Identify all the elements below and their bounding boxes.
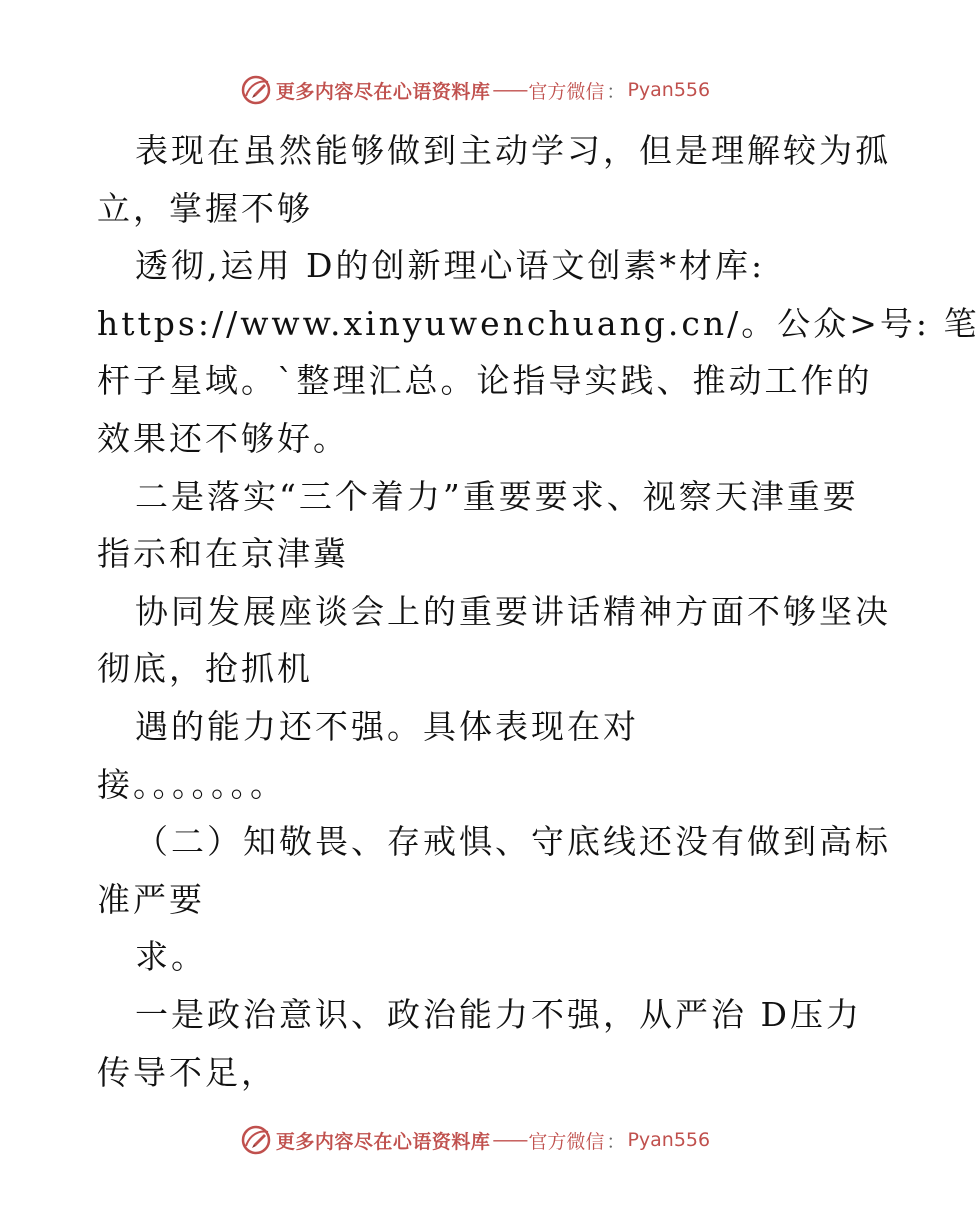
body-line: 遇的能力还不强。具体表现在对 — [135, 706, 639, 746]
body-line: 求。 — [135, 937, 207, 977]
document-body — [97, 122, 980, 1101]
footer-brand: 更多内容尽在心语资料库 — [275, 1130, 491, 1153]
header-separator: ： — [606, 80, 626, 103]
footer-separator: ： — [606, 1130, 626, 1153]
body-line: 传导不足， — [97, 1052, 277, 1092]
header-brand: 更多内容尽在心语资料库 — [275, 80, 491, 103]
body-line: 协同发展座谈会上的重要讲话精神方面不够坚决 — [135, 591, 891, 631]
pen-logo-icon — [240, 1124, 272, 1156]
header-dash: —— — [492, 79, 527, 101]
body-line: 一是政治意识、政治能力不强，从严治 D压力 — [135, 994, 862, 1034]
body-line: 立，掌握不够 — [97, 188, 313, 228]
footer-dash: —— — [492, 1129, 527, 1151]
body-line: 效果还不够好。 — [97, 418, 349, 458]
body-line: （二）知敬畏、存戒惧、守底线还没有做到高标 — [135, 822, 891, 862]
body-line: 二是落实“三个着力”重要要求、视察天津重要 — [135, 476, 859, 516]
footer-handle: Pyan556 — [627, 1129, 711, 1151]
body-line: 表现在虽然能够做到主动学习，但是理解较为孤 — [135, 131, 891, 170]
body-line: 杆子星域。`整理汇总。论指导实践、推动工作的 — [97, 361, 873, 401]
body-line: 指示和在京津冀 — [97, 534, 349, 574]
footer-watermark — [0, 1122, 950, 1158]
body-line: https://www.xinyuwenchuang.cn/。公众>号: 笔 — [97, 303, 980, 343]
footer-channel: 官方微信 — [528, 1130, 605, 1153]
header-channel: 官方微信 — [528, 80, 605, 103]
pen-logo-icon — [240, 74, 272, 106]
header-handle: Pyan556 — [627, 79, 711, 101]
body-line: 准严要 — [97, 879, 205, 919]
body-line: 彻底，抢抓机 — [97, 649, 313, 689]
header-watermark — [0, 72, 950, 108]
body-line: 接。。。。。。。 — [97, 764, 286, 804]
body-line: 透彻,运用 D的创新理心语文创素*材库: — [135, 246, 766, 286]
